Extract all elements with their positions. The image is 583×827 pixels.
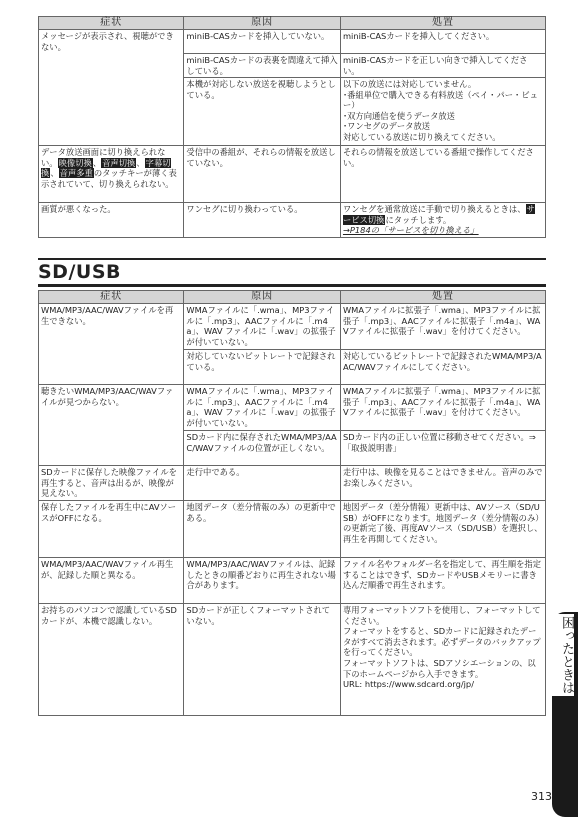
table-header-row (39, 291, 546, 304)
table-row (39, 604, 546, 716)
tv-troubleshooting-table (38, 16, 546, 238)
action-cell (340, 604, 545, 716)
table-row (39, 385, 546, 431)
cause-cell: WMAファイルに「.wma」、MP3ファイルに「.mp3」、AACファイルに「.m4a」、WAV ファイルに「.wav」の拡張子が付いていない。 (184, 385, 341, 431)
table-row (39, 558, 546, 604)
symptom-text: データ放送画面に切り換えられない。 (41, 147, 166, 168)
header-symptom: 症状 (39, 291, 184, 304)
service-switch-key: サービス切換 (342, 204, 535, 225)
action-text: ワンセグを通常放送に手動で切り換えるときは、 (342, 204, 526, 214)
symptom-cell: SDカードに保存した映像ファイルを再生すると、音声は出るが、映像が見えない。 (39, 466, 184, 501)
action-cell: WMAファイルに拡張子「.wma」、MP3ファイルに拡張子「.mp3」、AACファイルに拡張子「.m4a」、WAVファイルに拡張子「.wav」を付けてください。 (340, 304, 545, 350)
symptom-cell: お持ちのパソコンで認識しているSDカードが、本機で認識しない。 (39, 604, 184, 716)
action-cell: ファイル名やフォルダー名を指定して、再生順を指定することはできず、SDカードやUSBメモリーに書き込んだ順番で再生されます。 (340, 558, 545, 604)
section-title: SD/USB (38, 261, 121, 283)
table-row (39, 304, 546, 350)
action-line: 対応している放送に切り換えてください。 (342, 131, 501, 142)
table-header-row (39, 17, 546, 30)
symptom-cell: データ放送画面に切り換えられない。映像切換、音声切換、字幕切換、音声多重のタッチキーが薄く表示されていて、切り換えられない。 (39, 146, 184, 203)
cause-cell: WMA/MP3/AAC/WAVファイルは、記録したときの順番どおりに再生されない場合があります。 (184, 558, 341, 604)
action-line: 専用フォーマットソフトを使用し、フォーマットしてください。 (342, 605, 541, 626)
action-cell: miniB-CASカードを正しい向きで挿入してください。 (340, 54, 545, 78)
symptom-cell: WMA/MP3/AAC/WAVファイル再生が、記録した順と異なる。 (39, 558, 184, 604)
cause-cell: miniB-CASカードの表裏を間違えて挿入している。 (184, 54, 341, 78)
symptom-cell: 聴きたいWMA/MP3/AAC/WAVファイルが見つからない。 (39, 385, 184, 466)
cause-cell: SDカードが正しくフォーマットされていない。 (184, 604, 341, 716)
action-cell: 対応しているビットレートで記録されたWMA/MP3/AAC/WAVファイルにしてください。 (340, 350, 545, 385)
symptom-cell: メッセージが表示され、視聴ができない。 (39, 30, 184, 146)
sd-usb-troubleshooting-table (38, 290, 546, 716)
multiplex-audio-key: 音声多重 (59, 168, 93, 179)
support-url: URL: https://www.sdcard.org/jp/ (342, 679, 474, 690)
action-line: 以下の放送には対応していません。 (342, 79, 477, 89)
cause-cell: ワンセグに切り換わっている。 (184, 203, 341, 238)
action-line: ･番組単位で購入できる有料放送（ペイ・パー・ビュー） (342, 89, 538, 111)
video-switch-key: 映像切換 (58, 157, 92, 168)
subtitle-switch-key: 字幕切換 (41, 157, 171, 179)
action-cell: 地図データ（差分情報）更新中は、AVソース（SD/USB）がOFFになります。地図データ（差分情報のみ）の更新完了後、再度AVソース（SD/USB）を選択し、再生を再開してください。 (340, 501, 545, 558)
action-line: フォーマットソフトは、SDアソシエーションの、以下のホームページから入手できます。 (342, 657, 536, 679)
action-line: フォーマットをすると、SDカードに記録されたデータがすべて消去されます。必ずデータのバックアップを行ってください。 (342, 626, 541, 658)
header-action: 処置 (340, 17, 545, 30)
cause-cell: miniB-CASカードを挿入していない。 (184, 30, 341, 54)
action-text: にタッチします。 (385, 214, 452, 225)
cause-cell: WMAファイルに「.wma」、MP3ファイルに「.mp3」、AACファイルに「.m4a」、WAV ファイルに「.wav」の拡張子が付いていない。 (184, 304, 341, 350)
header-cause: 原因 (184, 17, 341, 30)
cause-cell: 対応していないビットレートで記録されている。 (184, 350, 341, 385)
action-cell: miniB-CASカードを挿入してください。 (340, 30, 545, 54)
action-cell: WMAファイルに拡張子「.wma」、MP3ファイルに拡張子「.mp3」、AACファイルに拡張子「.m4a」、WAVファイルに拡張子「.wav」を付けてください。 (340, 385, 545, 431)
action-cell: 走行中は、映像を見ることはできません。音声のみでお楽しみください。 (340, 466, 545, 501)
page-reference: →P184の「サービスを切り換える」 (342, 225, 479, 236)
symptom-cell: 画質が悪くなった。 (39, 203, 184, 238)
cause-cell: 受信中の番組が、それらの情報を放送していない。 (184, 146, 341, 203)
header-cause: 原因 (184, 291, 341, 304)
header-symptom: 症状 (39, 17, 184, 30)
table-row (39, 466, 546, 501)
section-rule-bottom (38, 284, 546, 287)
section-rule-top (38, 258, 546, 260)
table-row (39, 146, 546, 203)
page-number: 313 (531, 790, 552, 803)
table-row (39, 203, 546, 238)
action-cell (340, 78, 545, 146)
action-cell: それらの情報を放送している番組で操作してください。 (340, 146, 545, 203)
cause-cell: 本機が対応しない放送を視聴しようとしている。 (184, 78, 341, 146)
header-action: 処置 (340, 291, 545, 304)
action-cell: SDカード内の正しい位置に移動させてください。⇒「取扱説明書」 (340, 431, 545, 466)
symptom-text: のタッチキーが薄く表示されていて、切り換えられない。 (41, 168, 177, 189)
symptom-cell: 保存したファイルを再生中にAVソースがOFFになる。 (39, 501, 184, 558)
cause-cell: SDカード内に保存されたWMA/MP3/AAC/WAVファイルの位置が正しくない。 (184, 431, 341, 466)
table-row (39, 30, 546, 54)
audio-switch-key: 音声切換 (102, 157, 136, 168)
symptom-cell: WMA/MP3/AAC/WAVファイルを再生できない。 (39, 304, 184, 385)
chapter-tab-label: 困ったときは (552, 614, 574, 696)
cause-cell: 地図データ（差分情報のみ）の更新中である。 (184, 501, 341, 558)
table-row (39, 501, 546, 558)
action-line: ･双方向通信を使うデータ放送 (342, 110, 455, 121)
action-cell (340, 203, 545, 238)
cause-cell: 走行中である。 (184, 466, 341, 501)
action-line: ･ワンセグのデータ放送 (342, 121, 431, 132)
